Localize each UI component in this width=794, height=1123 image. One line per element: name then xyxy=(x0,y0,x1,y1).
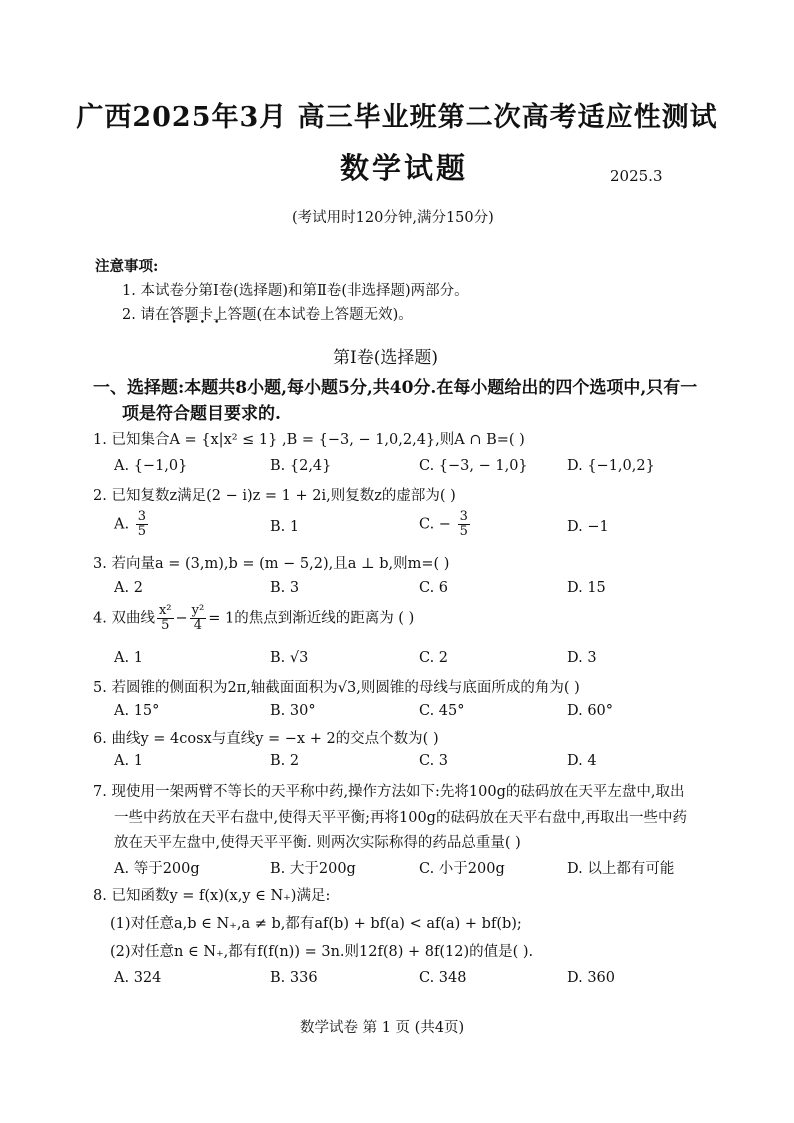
question-4-stem-prefix: 4. 双曲线 xyxy=(93,610,155,627)
question-4-option-a: A. 1 xyxy=(114,650,143,666)
exam-date: 2025.3 xyxy=(610,167,663,185)
notes-item-2-suffix: 答题(在本试卷上答题无效)。 xyxy=(227,307,413,323)
question-1-stem: 1. 已知集合A = {x|x² ≤ 1} ,B = {−3, − 1,0,2,4},则A ∩ B=( ) xyxy=(93,432,525,448)
question-8-option-d: D. 360 xyxy=(567,970,616,986)
exam-info: (考试用时120分钟,满分150分) xyxy=(292,210,494,226)
question-2-stem: 2. 已知复数z满足(2 − i)z = 1 + 2i,则复数z的虚部为( ) xyxy=(93,488,456,504)
question-4-option-c: C. 2 xyxy=(419,650,449,666)
question-6-option-c: C. 3 xyxy=(419,753,449,769)
question-4-stem xyxy=(93,604,414,633)
question-1-option-d: D. {−1,0,2} xyxy=(567,458,655,474)
fraction xyxy=(157,604,174,633)
question-6-stem: 6. 曲线y = 4cosx与直线y = −x + 2的交点个数为( ) xyxy=(93,731,439,747)
fraction-numerator: y² xyxy=(191,603,205,618)
question-2-option-c xyxy=(419,510,472,539)
notes-item-1: 1. 本试卷分第Ⅰ卷(选择题)和第Ⅱ卷(非选择题)两部分。 xyxy=(122,283,469,299)
question-5-stem: 5. 若圆锥的侧面积为2π,轴截面面积为√3,则圆锥的母线与底面所成的角为( ) xyxy=(93,680,580,696)
question-2-option-a xyxy=(114,510,150,539)
question-7-option-b: B. 大于200g xyxy=(270,861,356,877)
question-8-option-a: A. 324 xyxy=(114,970,162,986)
fraction xyxy=(458,510,470,539)
fraction xyxy=(136,510,148,539)
question-2-option-b: B. 1 xyxy=(270,519,300,535)
question-4-stem-suffix: = 1的焦点到渐近线的距离为 ( ) xyxy=(208,610,415,627)
fraction-denominator: 5 xyxy=(161,618,170,633)
notes-item-2-prefix: 2. 请在 xyxy=(122,307,170,323)
fraction-numerator: x² xyxy=(158,603,172,618)
question-8-line1: 8. 已知函数y = f(x)(x,y ∈ N₊)满足: xyxy=(93,888,331,904)
question-2-option-c-label: C. − xyxy=(419,516,451,533)
question-7-option-d: D. 以上都有可能 xyxy=(567,861,675,877)
fraction-denominator: 4 xyxy=(193,618,203,633)
notes-item-2 xyxy=(122,303,413,324)
question-1-option-c: C. {−3, − 1,0} xyxy=(419,458,528,474)
question-6-option-a: A. 1 xyxy=(114,753,143,769)
question-3-option-c: C. 6 xyxy=(419,580,449,596)
question-5-option-a: A. 15° xyxy=(114,703,160,719)
question-3-option-d: D. 15 xyxy=(567,580,606,596)
question-2-option-a-label: A. xyxy=(114,516,130,533)
question-3-option-a: A. 2 xyxy=(114,580,143,596)
page-title: 广西2025年3月 高三毕业班第二次高考适应性测试 xyxy=(76,102,718,133)
question-8-option-c: C. 348 xyxy=(419,970,467,986)
notes-item-2-emphasis: 答题卡上 • • • • xyxy=(169,303,227,324)
question-5-option-c: C. 45° xyxy=(419,703,465,719)
question-5-option-b: B. 30° xyxy=(270,703,316,719)
question-3-stem: 3. 若向量a = (3,m),b = (m − 5,2),且a ⊥ b,则m=( ) xyxy=(93,556,450,572)
part1-heading: 第Ⅰ卷(选择题) xyxy=(333,348,438,368)
question-7-line3: 放在天平左盘中,使得天平平衡. 则两次实际称得的药品总重量( ) xyxy=(114,835,521,851)
question-1-option-b: B. {2,4} xyxy=(270,458,332,474)
question-8-line3: (2)对任意n ∈ N₊,都有f(f(n)) = 3n.则12f(8) + 8f(12)的值是( ). xyxy=(110,944,534,960)
page-footer: 数学试卷 第 1 页 (共4页) xyxy=(300,1020,465,1036)
section-intro-line2: 项是符合题目要求的. xyxy=(122,404,281,424)
fraction-denominator: 5 xyxy=(137,524,146,539)
section-intro-line1: 一、选择题:本题共8小题,每小题5分,共40分.在每小题给出的四个选项中,只有一 xyxy=(93,378,698,398)
question-3-option-b: B. 3 xyxy=(270,580,300,596)
question-1-option-a: A. {−1,0} xyxy=(114,458,188,474)
fraction-numerator: 3 xyxy=(459,509,468,524)
question-2-option-d: D. −1 xyxy=(567,519,609,535)
question-7-option-a: A. 等于200g xyxy=(114,861,200,877)
question-7-option-c: C. 小于200g xyxy=(419,861,505,877)
page-subtitle: 数学试题 xyxy=(340,151,469,185)
question-7-line2: 一些中药放在天平右盘中,使得天平平衡;再将100g的砝码放在天平右盘中,再取出一些中药 xyxy=(114,810,688,826)
question-6-option-b: B. 2 xyxy=(270,753,300,769)
minus-sign: − xyxy=(175,610,188,627)
question-8-line2: (1)对任意a,b ∈ N₊,a ≠ b,都有af(b) + bf(a) < af(a) + bf(b); xyxy=(110,916,522,932)
question-8-option-b: B. 336 xyxy=(270,970,318,986)
question-5-option-d: D. 60° xyxy=(567,703,614,719)
notes-heading: 注意事项: xyxy=(95,258,159,275)
question-4-option-d: D. 3 xyxy=(567,650,597,666)
question-7-line1: 7. 现使用一架两臂不等长的天平称中药,操作方法如下:先将100g的砝码放在天平左盘中,取出 xyxy=(93,784,685,800)
question-4-option-b: B. √3 xyxy=(270,650,309,666)
fraction-numerator: 3 xyxy=(137,509,146,524)
fraction xyxy=(190,604,207,633)
fraction-denominator: 5 xyxy=(459,524,468,539)
question-6-option-d: D. 4 xyxy=(567,753,597,769)
